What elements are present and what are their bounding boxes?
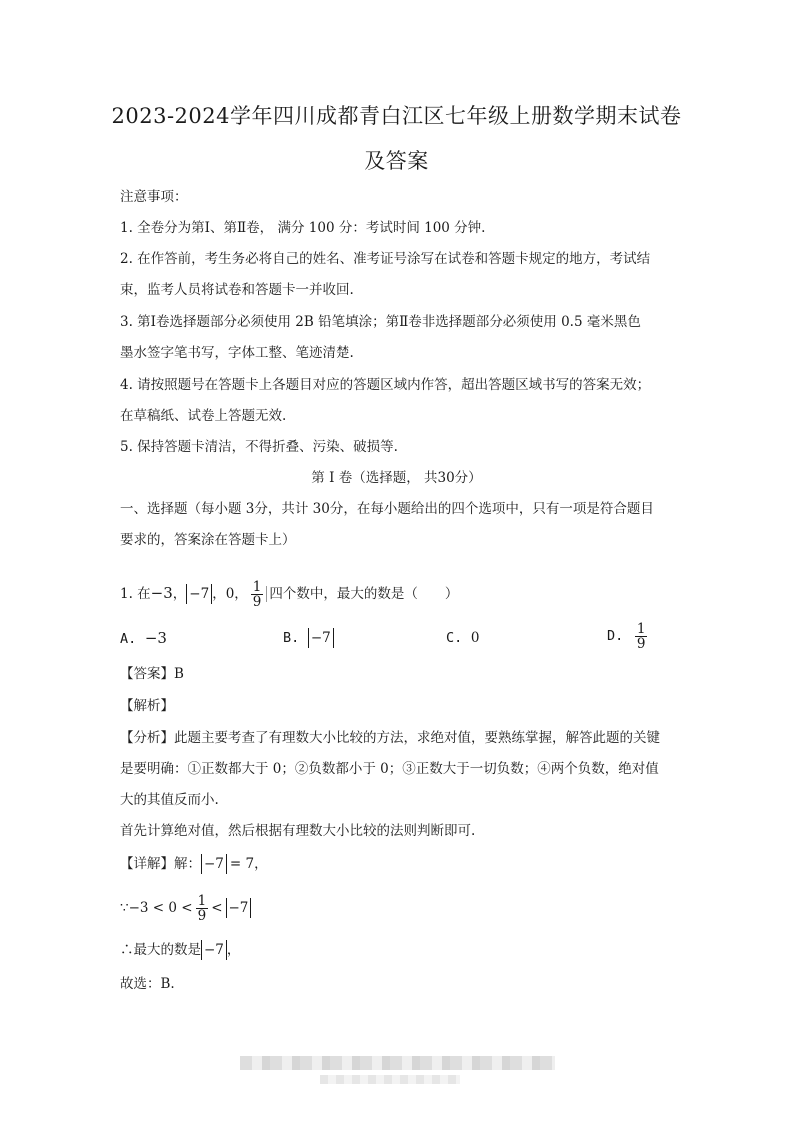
- document-title-line2: 及答案: [364, 149, 429, 173]
- because-abs-neg7: −7: [226, 898, 252, 918]
- section1-instructions-b: 要求的，答案涂在答题卡上）: [120, 532, 296, 548]
- therefore-abs-neg7: −7: [201, 940, 227, 960]
- because-frac-den: 9: [197, 908, 207, 924]
- because-expression: −3 < 0 <: [128, 900, 193, 916]
- option-d-num: 1: [636, 620, 646, 637]
- therefore-line: [120, 939, 240, 961]
- document-title-line1: 2023-2024学年四川成都青白江区七年级上册数学期末试卷: [111, 104, 682, 128]
- option-d-den: 9: [636, 636, 646, 652]
- because-symbol: ∵: [120, 900, 129, 916]
- detail-line: [120, 853, 268, 875]
- notice-item-2b: 束，监考人员将试卷和答题卡一并收回.: [120, 282, 354, 298]
- choose-line: 故选：B.: [120, 976, 175, 992]
- q1-sep1: ，: [172, 586, 187, 602]
- q1-abs-neg7: −7: [186, 584, 212, 604]
- q1-prefix: 1. 在: [120, 586, 151, 602]
- notice-item-4b: 在草稿纸、试卷上答题无效.: [120, 408, 287, 424]
- because-line: [120, 892, 251, 924]
- q1-sep2: ，0，: [212, 586, 248, 602]
- therefore-symbol: ∴: [120, 942, 134, 958]
- option-a-value: −3: [144, 629, 167, 647]
- q1-option-b: [283, 627, 334, 649]
- q1-frac-den: 9: [252, 594, 262, 610]
- section1-heading: 第 Ⅰ 卷（选择题， 共30分）: [311, 470, 482, 486]
- option-b-label: B.: [283, 630, 300, 646]
- section1-instructions-a: 一、选择题（每小题 3分，共计 30分，在每小题给出的四个选项中，只有一项是符合题目: [120, 501, 654, 517]
- question-1: [120, 578, 458, 609]
- because-fraction: [196, 894, 209, 923]
- option-a-label: A.: [120, 631, 137, 647]
- q1-suffix: 四个数中，最大的数是（ ）: [269, 586, 459, 602]
- q1-option-a: [120, 627, 167, 650]
- analysis-line-d: 首先计算绝对值，然后根据有理数大小比较的法则判断即可.: [120, 823, 476, 839]
- analysis-label: 【解析】: [120, 698, 174, 714]
- because-frac-num: 1: [197, 892, 207, 909]
- therefore-end: ，: [226, 942, 241, 958]
- footer-watermark: [240, 1056, 555, 1070]
- analysis-line-a: 【分析】此题主要考查了有理数大小比较的方法，求绝对值，要熟练掌握，解答此题的关键: [120, 730, 660, 746]
- footer-watermark-sub: [320, 1075, 460, 1084]
- q1-frac-num: 1: [252, 578, 262, 595]
- q1-option-c: [446, 627, 479, 649]
- option-c-value: 0: [470, 630, 480, 646]
- option-c-label: C.: [446, 630, 463, 646]
- because-less-than: <: [211, 900, 223, 916]
- therefore-text: 最大的数是: [133, 942, 201, 958]
- detail-prefix: 【详解】解：: [120, 856, 201, 872]
- detail-abs-neg7: −7: [201, 854, 227, 874]
- notice-item-3b: 墨水签字笔书写，字体工整、笔迹清楚.: [120, 345, 354, 361]
- option-d-label: D.: [607, 628, 624, 644]
- notice-item-5: 5. 保持答题卡清洁，不得折叠、污染、破损等.: [120, 439, 398, 455]
- detail-equals: = 7，: [229, 856, 268, 872]
- q1-option-d: [607, 620, 650, 652]
- q1-number-neg3: −3: [150, 584, 173, 602]
- option-b-value: −7: [308, 628, 334, 648]
- analysis-line-c: 大的其值反而小.: [120, 792, 219, 808]
- notice-item-3a: 3. 第Ⅰ卷选择题部分必须使用 2B 铅笔填涂；第Ⅱ卷非选择题部分必须使用 0.5 毫米黑色: [120, 314, 641, 330]
- answer-label: 【答案】B: [120, 666, 184, 682]
- q1-fraction-1-9: [251, 580, 264, 609]
- notice-heading: 注意事项：: [120, 189, 188, 205]
- analysis-line-b: 是要明确：①正数都大于 0；②负数都小于 0；③正数大于一切负数；④两个负数，绝对值: [120, 761, 659, 777]
- notice-item-4a: 4. 请按照题号在答题卡上各题目对应的答题区域内作答，超出答题区域书写的答案无效；: [120, 377, 651, 393]
- option-d-fraction: [635, 622, 648, 651]
- notice-item-2a: 2. 在作答前，考生务必将自己的姓名、准考证号涂写在试卷和答题卡规定的地方，考试结: [120, 251, 651, 267]
- notice-item-1: 1. 全卷分为第Ⅰ、第Ⅱ卷， 满分 100 分：考试时间 100 分钟.: [120, 220, 486, 236]
